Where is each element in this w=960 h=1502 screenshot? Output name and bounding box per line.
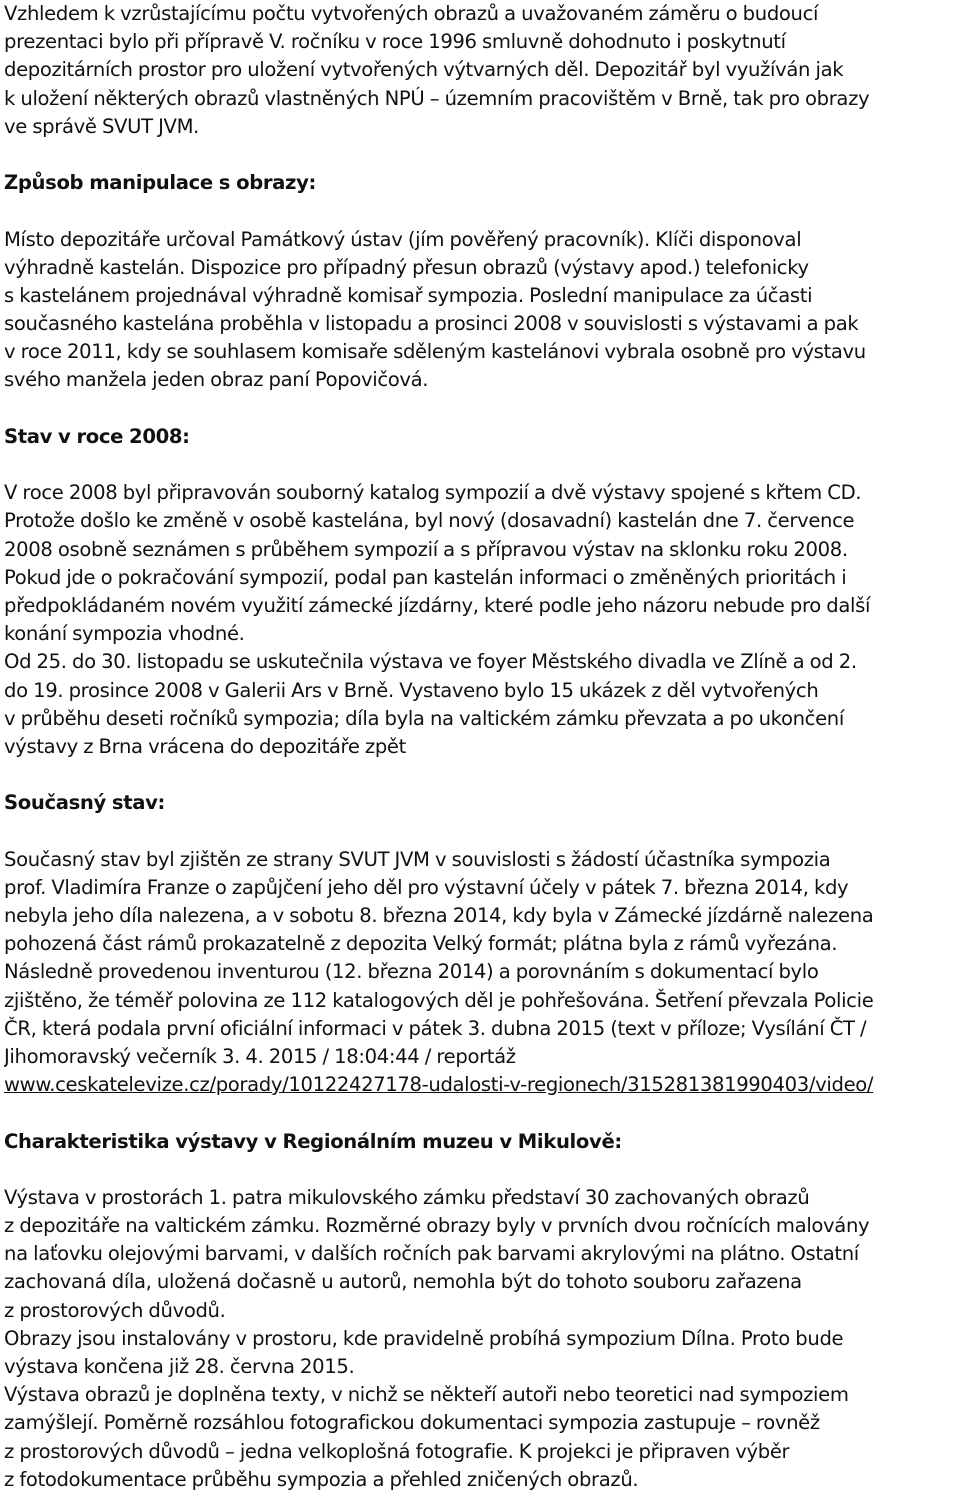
text-line: Místo depozitáře určoval Památkový ústav (jím pověřený pracovník). Klíči disponoval — [4, 227, 802, 251]
spacer — [4, 761, 958, 789]
text-line: zamýšlejí. Poměrně rozsáhlou fotografickou dokumentaci sympozia zastupuje – rovněž — [4, 1411, 820, 1435]
text-line: Výstava v prostorách 1. patra mikulovského zámku představí 30 zachovaných obrazů — [4, 1185, 810, 1209]
text-line: v roce 2011, kdy se souhlasem komisaře sděleným kastelánovi vybrala osobně pro výstavu — [4, 340, 866, 364]
text-line: zachovaná díla, uložená dočasně u autorů, nemohla být do tohoto souboru zařazena — [4, 1270, 802, 1294]
state-2008-paragraph — [4, 479, 958, 761]
text-line: Následně provedenou inventurou (12. března 2014) a porovnáním s dokumentací bylo — [4, 960, 819, 984]
text-line: výstava končena již 28. června 2015. — [4, 1355, 355, 1378]
section-heading-exhibition: Charakteristika výstavy v Regionálním muzeu v Mikulově: — [4, 1129, 622, 1153]
spacer — [4, 395, 958, 423]
text-line: 2008 osobně seznámen s průběhem sympozií a s přípravou výstav na sklonku roku 2008. — [4, 537, 848, 561]
text-line: Od 25. do 30. listopadu se uskutečnila výstava ve foyer Městského divadla ve Zlíně a od 2. — [4, 650, 857, 674]
text-line: nebyla jeho díla nalezena, a v sobotu 8. března 2014, kdy byla v Zámecké jízdárně nalezena — [4, 904, 874, 927]
text-line: zjištěno, že téměř polovina ze 112 katalogových děl je pohřešována. Šetření převzala Policie — [4, 988, 874, 1012]
text-line: současného kastelána proběhla v listopadu a prosinci 2008 v souvislosti s výstavami a pak — [4, 312, 859, 336]
text-line: Současný stav byl zjištěn ze strany SVUT JVM v souvislosti s žádostí účastníka sympozia — [4, 847, 831, 871]
text-line: ve správě SVUT JVM. — [4, 114, 200, 138]
text-line: Jihomoravský večerník 3. 4. 2015 / 18:04:44 / reportáž — [4, 1044, 516, 1068]
text-line: z depozitáře na valtickém zámku. Rozměrné obrazy byly v prvních dvou ročnících malovány — [4, 1214, 870, 1238]
link-line — [4, 1071, 958, 1099]
spacer — [4, 817, 958, 845]
text-line: V roce 2008 byl připravován souborný katalog sympozií a dvě výstavy spojené s křtem CD. — [4, 481, 862, 505]
spacer — [4, 1156, 958, 1184]
manipulation-paragraph — [4, 226, 958, 395]
text-line: výstavy z Brna vrácena do depozitáře zpět — [4, 734, 406, 758]
text-line: konání sympozia vhodné. — [4, 622, 245, 646]
text-line: v průběhu deseti ročníků sympozia; díla byla na valtickém zámku převzata a po ukončení — [4, 706, 844, 730]
text-line: prof. Vladimíra Franze o zapůjčení jeho děl pro výstavní účely v pátek 7. března 2014, kdy — [4, 875, 849, 899]
text-line: depozitárních prostor pro uložení vytvořených výtvarných děl. Depozitář byl využíván jak — [4, 58, 844, 82]
text-line: Protože došlo ke změně v osobě kastelána, byl nový (dosavadní) kastelán dne 7. července — [4, 509, 855, 533]
text-line: předpokládaném novém využití zámecké jízdárny, které podle jeho názoru nebude pro další — [4, 593, 871, 617]
exhibition-paragraph — [4, 1184, 958, 1494]
text-line: do 19. prosince 2008 v Galerii Ars v Brně. Vystaveno bylo 15 ukázek z děl vytvořených — [4, 678, 819, 702]
text-line: z prostorových důvodů – jedna velkoplošná fotografie. K projekci je připraven výběr — [4, 1439, 790, 1463]
text-line: z prostorových důvodů. — [4, 1298, 226, 1322]
text-line: Pokud jde o pokračování sympozií, podal pan kastelán informaci o změněných prioritách i — [4, 565, 847, 589]
text-line: výhradně kastelán. Dispozice pro případný přesun obrazů (výstavy apod.) telefonicky — [4, 255, 809, 279]
text-line: Vzhledem k vzrůstajícímu počtu vytvořených obrazů a uvažovaném záměru o budoucí — [4, 2, 819, 25]
text-line: svého manžela jeden obraz paní Popovičová. — [4, 368, 429, 392]
section-heading-current-state: Současný stav: — [4, 791, 166, 815]
spacer — [4, 141, 958, 169]
text-line: Obrazy jsou instalovány v prostoru, kde pravidelně probíhá sympozium Dílna. Proto bude — [4, 1326, 844, 1350]
text-line: Výstava obrazů je doplněna texty, v nichž se někteří autoři nebo teoretici nad sympoziem — [4, 1383, 849, 1407]
text-line: pohozená část rámů prokazatelně z depozita Velký formát; plátna byla z rámů vyřezána. — [4, 932, 838, 956]
section-heading-manipulation: Způsob manipulace s obrazy: — [4, 171, 317, 195]
text-line: ČR, která podala první oficiální informaci v pátek 3. dubna 2015 (text v příloze; Vysílání ČT / — [4, 1016, 867, 1040]
text-line: na laťovku olejovými barvami, v dalších ročních pak barvami akrylovými na plátno. Ostatní — [4, 1242, 859, 1266]
intro-paragraph — [4, 0, 958, 141]
text-line: s kastelánem projednával výhradně komisař sympozia. Poslední manipulace za účasti — [4, 283, 813, 307]
spacer — [4, 1099, 958, 1127]
current-state-paragraph — [4, 846, 958, 1100]
text-line: k uložení některých obrazů vlastněných NPÚ – územním pracovištěm v Brně, tak pro obrazy — [4, 86, 870, 110]
document-page — [4, 0, 958, 1494]
spacer — [4, 197, 958, 225]
text-line: prezentaci bylo při přípravě V. ročníku v roce 1996 smluvně dohodnuto i poskytnutí — [4, 30, 786, 54]
video-report-link[interactable]: www.ceskatelevize.cz/porady/10122427178-udalosti-v-regionech/315281381990403/video/ — [4, 1073, 874, 1097]
spacer — [4, 451, 958, 479]
section-heading-state-2008: Stav v roce 2008: — [4, 424, 190, 448]
text-line: z fotodokumentace průběhu sympozia a přehled zničených obrazů. — [4, 1467, 639, 1491]
